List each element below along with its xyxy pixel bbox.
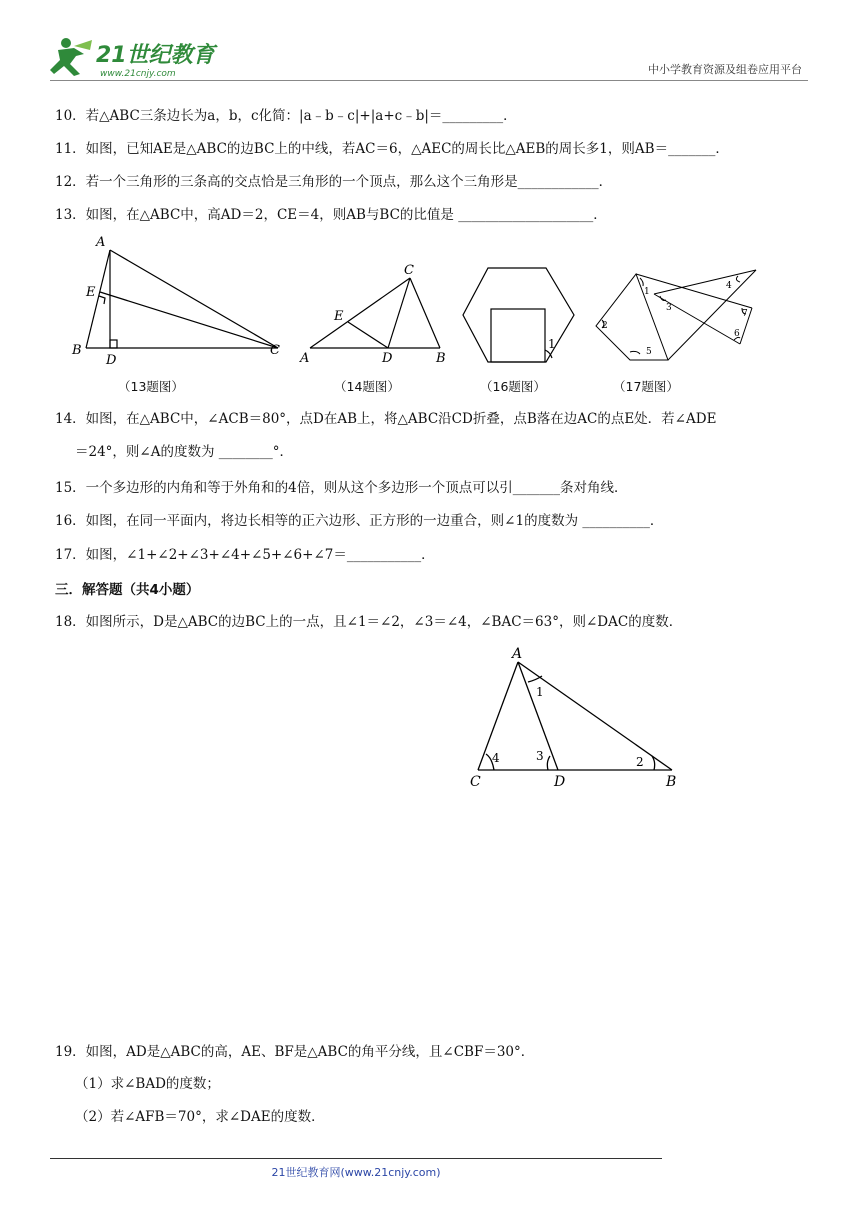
question-19-part-2: （2）若∠AFB＝70°，求∠DAE的度数． <box>75 1109 325 1125</box>
footer-link[interactable]: 21世纪教育网(www.21cnjy.com) <box>271 1166 441 1179</box>
section-3-title: 三．解答题（共4小题） <box>55 582 200 598</box>
fig13-label-b: B <box>72 343 82 358</box>
fig13-label-e: E <box>86 285 96 300</box>
figure-14 <box>296 256 456 368</box>
question-17: 17．如图，∠1+∠2+∠3+∠4+∠5+∠6+∠7＝___________． <box>55 547 435 563</box>
fig18-angle-3: 3 <box>536 749 544 763</box>
fig16-angle-1: 1 <box>548 337 556 351</box>
question-19-part-1: （1）求∠BAD的度数； <box>75 1076 220 1092</box>
fig17-angle-6: 6 <box>734 329 740 339</box>
fig14-label-a: A <box>300 351 310 366</box>
fig18-angle-2: 2 <box>636 755 644 769</box>
question-15: 15．一个多边形的内角和等于外角和的4倍，则从这个多边形一个顶点可以引_______条对角线． <box>55 480 628 496</box>
fig14-label-c: C <box>404 263 414 278</box>
question-11: 11．如图，已知AE是△ABC的边BC上的中线，若AC＝6，△AEC的周长比△AEB的周长多1，则AB＝_______． <box>55 141 729 157</box>
logo-subtext: www.21cnjy.com <box>100 69 176 79</box>
fig17-angle-5: 5 <box>646 347 652 357</box>
fig17-angle-3: 3 <box>666 303 672 313</box>
caption-16: （16题图） <box>480 379 546 394</box>
site-logo <box>44 34 224 80</box>
fig18-label-c: C <box>470 774 481 790</box>
fig17-angle-7: 7 <box>742 309 748 319</box>
caption-14: （14题图） <box>334 379 400 394</box>
fig18-angle-4: 4 <box>492 751 500 765</box>
fig18-label-a: A <box>512 646 523 662</box>
footer-divider <box>50 1158 662 1159</box>
fig17-angle-4: 4 <box>726 281 732 291</box>
caption-13: （13题图） <box>118 379 184 394</box>
logo-text: 21世纪教育 <box>96 43 215 68</box>
question-18: 18．如图所示，D是△ABC的边BC上的一点，且∠1＝∠2，∠3＝∠4，∠BAC＝63°，则∠DAC的度数． <box>55 614 683 630</box>
caption-17: （17题图） <box>613 379 679 394</box>
fig18-label-b: B <box>666 774 677 790</box>
question-14-line-1: 14．如图，在△ABC中，∠ACB＝80°，点D在AB上，将△ABC沿CD折叠，点B落在边AC的点E处．若∠ADE <box>55 411 717 427</box>
question-14-line-2: ＝24°，则∠A的度数为 ________°． <box>75 444 294 460</box>
figure-18 <box>462 644 684 794</box>
fig14-label-b: B <box>436 351 446 366</box>
fig18-label-d: D <box>554 774 566 790</box>
question-10: 10．若△ABC三条边长为a，b，c化简：|a﹣b﹣c|+|a+c﹣b|＝_________． <box>55 108 517 124</box>
question-13: 13．如图，在△ABC中，高AD＝2，CE＝4，则AB与BC的比值是 ____________________． <box>55 207 607 223</box>
fig17-angle-2: 2 <box>602 321 608 331</box>
header-divider <box>50 80 808 81</box>
runner-logo-icon <box>50 38 92 76</box>
fig13-label-d: D <box>106 353 117 367</box>
fig14-label-e: E <box>334 309 344 324</box>
fig13-label-a: A <box>96 235 106 250</box>
header-platform-text: 中小学教育资源及组卷应用平台 <box>648 63 802 76</box>
figure-16 <box>460 262 580 368</box>
question-19: 19．如图，AD是△ABC的高，AE、BF是△ABC的角平分线，且∠CBF＝30°． <box>55 1044 535 1060</box>
fig18-angle-1: 1 <box>536 685 544 699</box>
fig17-angle-1: 1 <box>644 287 650 297</box>
question-16: 16．如图，在同一平面内，将边长相等的正六边形、正方形的一边重合，则∠1的度数为 __________． <box>55 513 664 529</box>
figure-17 <box>588 264 758 364</box>
fig14-label-d: D <box>382 351 393 366</box>
figure-13 <box>70 232 290 367</box>
question-12: 12．若一个三角形的三条高的交点恰是三角形的一个顶点，那么这个三角形是____________． <box>55 174 613 190</box>
fig13-label-c: C <box>270 343 280 358</box>
